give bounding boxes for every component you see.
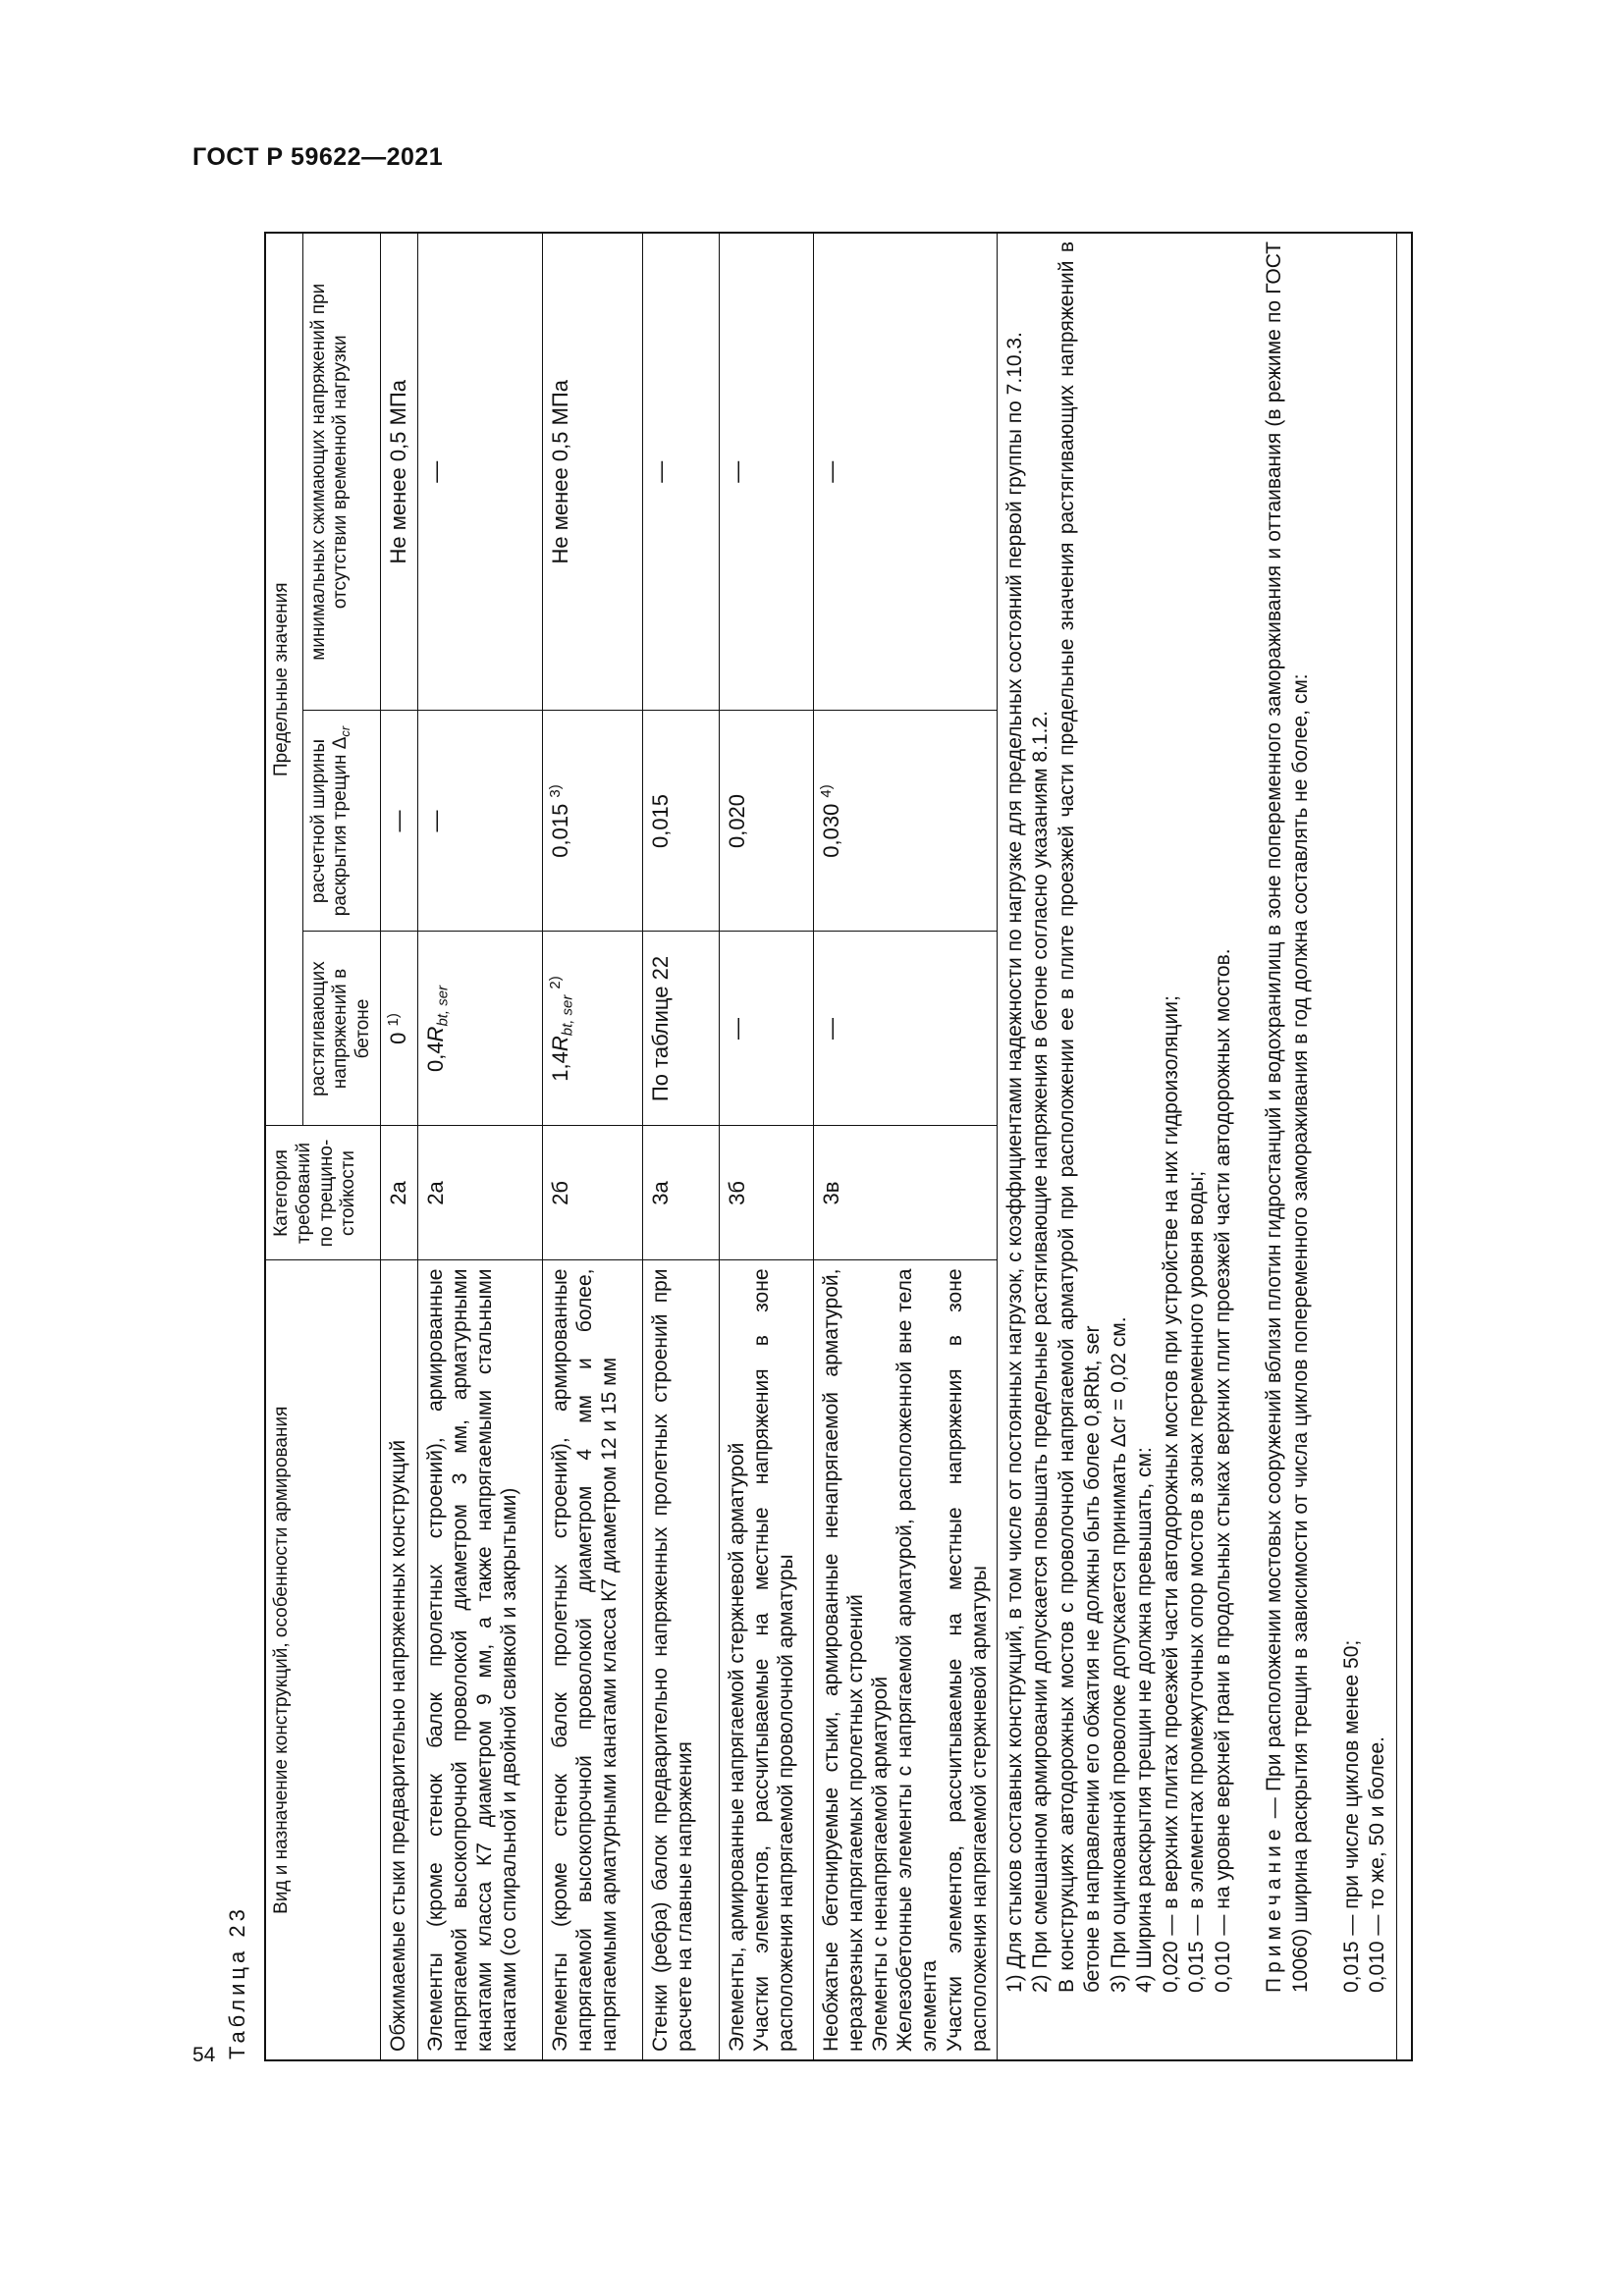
tension-cell: По таблице 22 [642,932,719,1126]
table-row [642,234,719,2059]
row-description [719,1260,813,2059]
crack-cell: 0,030 $^{4)}$ [813,711,997,932]
tension-cell: — [813,932,997,1126]
desc-line: Элементы (кроме стенок балок пролетных строений), армированные напрягаемой высокопрочной проволокой диаметром 4 мм и более, напрягаемыми арматурными канатами класса К7 диаметром 12 и 15 мм [548,1268,622,2052]
note-text: — При расположении мостовых сооружений вблизи плотин гидростанций и водохранилищ в зоне попеременного замораживания и оттаивания (в режиме по ГОСТ 10060) ширина раскрытия трещин в зависимости от числа циклов попеременного замораживания в год должна составлять не более, см: [1263,240,1312,1993]
header-crack-width [302,711,380,932]
compression-cell: Не менее 0,5 МПа [380,234,417,711]
header-min-compression: минимальных сжимающих напряжений при отсутствии временной нагрузки [302,234,380,711]
table-row [719,234,813,2059]
category-cell: 2а [417,1126,542,1260]
criteria-table [266,234,1397,2059]
category-cell: 3а [642,1126,719,1260]
desc-line: Обжимаемые стыки предварительно напряженных конструкций [386,1439,409,2052]
desc-line: Необжатые бетонируемые стыки, армированные ненапрягаемой арматурой, неразрезных напрягаемых пролетных строений [819,1268,867,2052]
compression-cell: — [417,234,542,711]
footnote-4-item: 0,020 — в верхних плитах проезжей части автодорожных мостов при устройстве на них гидроизоляции; [1159,995,1182,1993]
row-description [417,1260,542,2059]
note-item: 0,015 — при числе циклов менее 50; [1340,1639,1364,1993]
desc-line: Железобетонные элементы с напрягаемой арматурой, расположенной вне тела элемента [893,1268,942,2052]
category-cell: 3в [813,1126,997,1260]
desc-line: Стенки (ребра) балок предварительно напряженных пролетных строений при расчете на главные напряжения [648,1268,696,2052]
footnote-4-item: 0,015 — в элементах промежуточных опор мостов в зонах переменного уровня воды; [1185,1170,1209,1993]
category-cell: 3б [719,1126,813,1260]
row-description [642,1260,719,2059]
tension-cell: $1,4R_{bt, ser}$ $^{2)}$ [542,932,642,1126]
table-row [813,234,997,2059]
compression-cell: — [719,234,813,711]
footnotes [998,234,1397,2059]
footnote-3: 3) При оцинкованной проволоке допускается принимать Δcr = 0,02 см. [1107,1316,1130,1993]
desc-line: Участки элементов, рассчитываемые на местные напряжения в зоне расположения напрягаемой проволочной арматуры [749,1268,798,2052]
table-caption: Таблица 23 [225,1905,249,2059]
table-row [380,234,417,2059]
footnote-1: 1) Для стыков составных конструкций, в том числе от постоянных нагрузок, с коэффициентами надежности по нагрузке для предельных состояний первой группы по 7.10.3. [1003,332,1027,1993]
table-row [542,234,642,2059]
tension-cell: — [719,932,813,1126]
header-construction-type: Вид и назначение конструкций, особенности армирования [266,1260,380,2059]
row-description [542,1260,642,2059]
row-description [813,1260,997,2059]
header-limit-values: Предельные значения [266,234,302,1126]
table-row [417,234,542,2059]
category-cell: 2б [542,1126,642,1260]
crack-cell: 0,020 [719,711,813,932]
document-header: ГОСТ Р 59622—2021 [192,143,444,171]
header-crack-width-text: расчетной ширины раскрытия трещин $\Delta_{cr}$ [307,725,353,917]
footnotes-row [998,234,1397,2059]
footnote-2: 2) При смешанном армировании допускается повышать предельные растягивающие напряжения в бетоне согласно указаниям 8.1.2. [1029,711,1053,1993]
tension-cell: $0,4R_{bt, ser}$ [417,932,542,1126]
category-cell: 2а [380,1126,417,1260]
crack-cell: — [380,711,417,932]
compression-cell: Не менее 0,5 МПа [542,234,642,711]
footnote-2b: В конструкциях автодорожных мостов с проволочной напрягаемой арматурой при расположении ее в плите проезжей части предельные значения растягивающих напряжений в бетоне в направлении его обжатия не должны быть более 0,8Rbt, ser [1055,240,1105,1993]
desc-line: Элементы с ненапрягаемой арматурой [869,1676,893,2052]
table-frame [264,232,1413,2061]
rotated-table-page [225,228,1416,2061]
footnote-4-item: 0,010 — на уровне верхней грани в продольных стыках верхних плит проезжей части автодорожных мостов. [1211,948,1234,1993]
note-item: 0,010 — то же, 50 и более. [1366,1736,1389,1993]
compression-cell: — [813,234,997,711]
note-label: Примечание [1263,1824,1286,1993]
crack-cell: — [417,711,542,932]
header-tensile-stress: растягивающих напряжений в бетоне [302,932,380,1126]
header-crack-category: Категория требований по трещино-стойкости [266,1126,380,1260]
compression-cell: — [642,234,719,711]
row-description [380,1260,417,2059]
crack-cell: 0,015 $^{3)}$ [542,711,642,932]
desc-line: Элементы, армированные напрягаемой стержневой арматурой [725,1442,748,2052]
footnote-4: 4) Ширина раскрытия трещин не должна превышать, см: [1133,1447,1157,1993]
table-note [1262,241,1314,2052]
crack-cell: 0,015 [642,711,719,932]
desc-line: Участки элементов, рассчитываемые на местные напряжения в зоне расположения напрягаемой стержневой арматуры [943,1268,991,2052]
tension-cell: 0 $^{1)}$ [380,932,417,1126]
desc-line: Элементы (кроме стенок балок пролетных строений), армированные напрягаемой высокопрочной проволокой диаметром 3 мм, арматурными канатами класса К7 диаметром 9 мм, а также напрягаемыми стальными канатами (со спиральной и двойной свивкой и закрытыми) [423,1268,521,2052]
page-number: 54 [192,2044,216,2066]
